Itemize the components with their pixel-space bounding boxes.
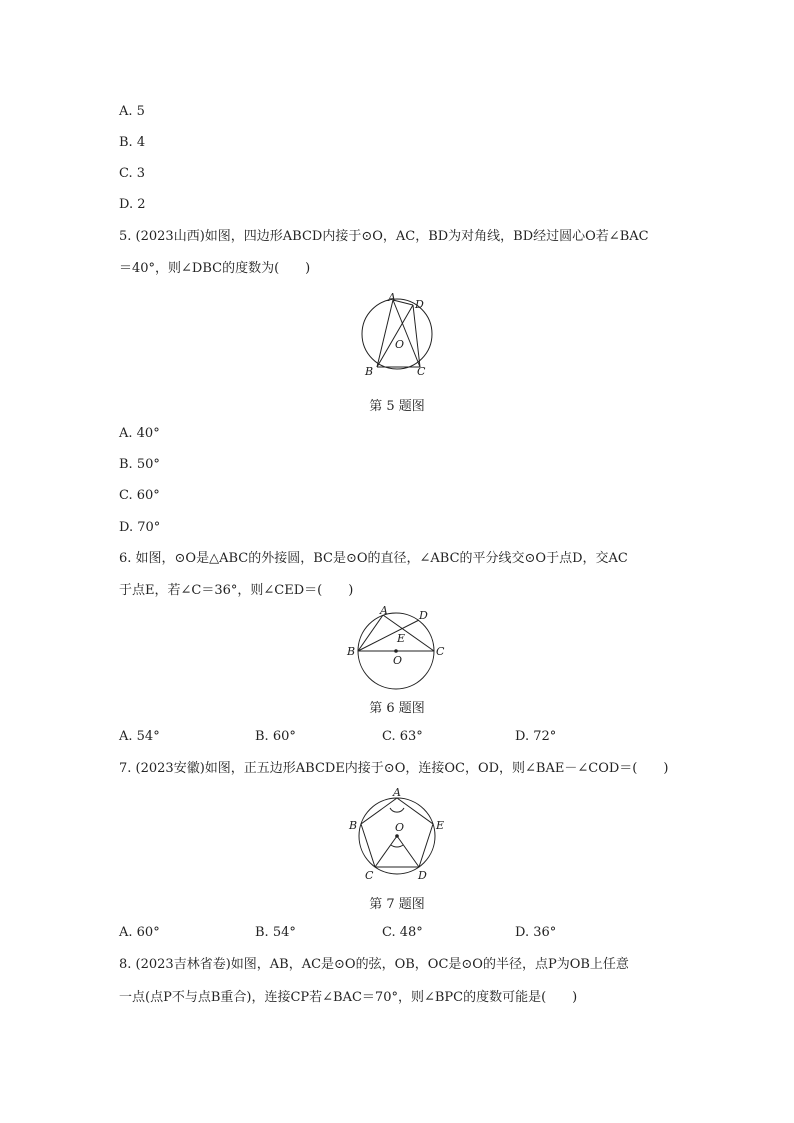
q5-label-b: B — [365, 365, 374, 378]
q6-stem-line2: 于点E，若∠C＝36°，则∠CED＝( ) — [119, 583, 354, 598]
q6-option-b: B. 60° — [255, 729, 296, 744]
q4-option-b: B. 4 — [119, 135, 146, 150]
q6-option-c: C. 63° — [382, 729, 423, 744]
q7-label-a: A — [393, 786, 401, 799]
q6-stem-line1: 6. 如图，⊙O是△ABC的外接圆，BC是⊙O的直径，∠ABC的平分线交⊙O于点D，交AC — [119, 551, 628, 566]
q5-option-c: C. 60° — [119, 488, 160, 503]
q6-label-c: C — [436, 645, 445, 658]
q6-label-a: A — [380, 604, 388, 617]
q5-stem-line1: 5. (2023山西)如图，四边形ABCD内接于⊙O，AC，BD为对角线，BD经过圆心O若∠BAC — [119, 229, 649, 244]
q4-option-c: C. 3 — [119, 166, 146, 181]
q6-option-a: A. 54° — [119, 729, 160, 744]
q6-label-o: O — [393, 654, 403, 667]
q6-caption: 第 6 题图 — [369, 701, 425, 716]
q7-option-a: A. 60° — [119, 925, 160, 940]
q6-label-b: B — [347, 645, 356, 658]
q5-label-c: C — [417, 365, 426, 378]
q6-label-d: D — [419, 609, 428, 622]
q6-options-row — [119, 729, 719, 747]
q4-option-a: A. 5 — [119, 104, 145, 119]
q4-option-d: D. 2 — [119, 197, 146, 212]
q5-option-d: D. 70° — [119, 520, 161, 535]
q7-option-d: D. 36° — [515, 925, 557, 940]
q5-label-a: A — [388, 291, 396, 304]
q6-figure — [345, 604, 450, 674]
q7-option-b: B. 54° — [255, 925, 296, 940]
q7-figure — [345, 785, 450, 885]
q7-label-d: D — [418, 869, 427, 882]
q6-label-e: E — [397, 632, 406, 645]
q7-label-c: C — [365, 869, 374, 882]
q5-label-o: O — [395, 338, 405, 351]
q8-stem-line1: 8. (2023吉林省卷)如图，AB，AC是⊙O的弦，OB，OC是⊙O的半径，点P为OB上任意 — [119, 957, 629, 972]
q7-label-e: E — [436, 819, 445, 832]
q7-option-c: C. 48° — [382, 925, 423, 940]
q7-options-row — [119, 925, 719, 943]
q7-label-b: B — [349, 819, 358, 832]
q5-option-a: A. 40° — [119, 426, 160, 441]
q5-label-d: D — [415, 298, 424, 311]
q5-caption: 第 5 题图 — [369, 399, 425, 414]
q7-label-o: O — [395, 821, 405, 834]
q5-stem-line2: ＝40°，则∠DBC的度数为( ) — [119, 261, 311, 276]
q8-stem-line2: 一点(点P不与点B重合)，连接CP若∠BAC＝70°，则∠BPC的度数可能是( ) — [119, 990, 578, 1005]
q5-figure — [355, 290, 445, 380]
q5-option-b: B. 50° — [119, 457, 160, 472]
q7-stem-line1: 7. (2023安徽)如图，正五边形ABCDE内接于⊙O，连接OC，OD，则∠BAE－∠COD＝( ) — [119, 761, 669, 776]
q7-caption: 第 7 题图 — [369, 897, 425, 912]
q6-option-d: D. 72° — [515, 729, 557, 744]
